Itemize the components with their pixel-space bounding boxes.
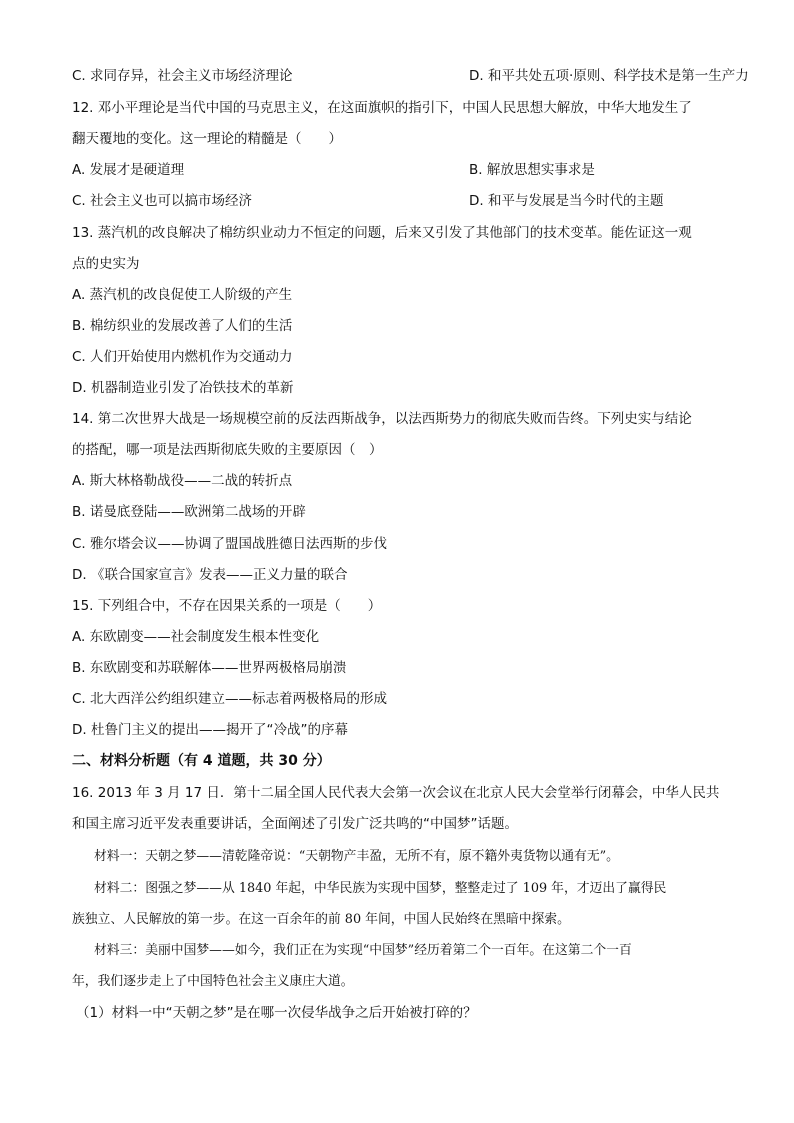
q12-option-b: B. 解放思想实事求是 (469, 162, 595, 178)
q13-option-a: A. 蒸汽机的改良促使工人阶级的产生 (72, 287, 293, 303)
q16-material-3-line2: 年，我们逐步走上了中国特色社会主义康庄大道。 (72, 974, 354, 989)
q13-option-d: D. 机器制造业引发了冶铁技术的革新 (72, 380, 294, 396)
q16-material-1: 材料一：天朝之梦——清乾隆帝说：“天朝物产丰盈，无所不有，原不籍外夷货物以通有无”。 (94, 849, 619, 864)
q16-subquestion-1: （1）材料一中“天朝之梦”是在哪一次侵华战争之后开始被打碎的？ (76, 1005, 477, 1021)
q12-stem-line1: 12. 邓小平理论是当代中国的马克思主义，在这面旗帜的指引下，中国人民思想大解放，中华大地发生了 (72, 100, 692, 116)
q16-stem-line1: 16. 2013 年 3 月 17 日．第十二届全国人民代表大会第一次会议在北京人民大会堂举行闭幕会，中华人民共 (72, 785, 720, 801)
q12-options-ab (72, 161, 595, 179)
q16-material-2-line2: 族独立、人民解放的第一步。在这一百余年的前 80 年间，中国人民始终在黑暗中探索。 (72, 912, 570, 927)
q15-option-d: D. 杜鲁门主义的提出——揭开了“冷战”的序幕 (72, 722, 348, 738)
q16-material-2-line1: 材料二：图强之梦——从 1840 年起，中华民族为实现中国梦，整整走过了 109 年，才迈出了赢得民 (94, 881, 667, 896)
q12-option-d: D. 和平与发展是当今时代的主题 (469, 193, 664, 209)
q13-option-b: B. 棉纺织业的发展改善了人们的生活 (72, 318, 293, 334)
q11-option-c: C. 求同存异，社会主义市场经济理论 (72, 68, 293, 84)
q14-option-d: D. 《联合国家宣言》发表——正义力量的联合 (72, 567, 348, 583)
q13-stem-line2: 点的史实为 (72, 256, 140, 272)
q14-option-a: A. 斯大林格勒战役——二战的转折点 (72, 473, 293, 489)
q11-options-cd (72, 67, 749, 85)
q13-option-c: C. 人们开始使用内燃机作为交通动力 (72, 349, 293, 365)
q14-option-b: B. 诺曼底登陆——欧洲第二战场的开辟 (72, 504, 306, 520)
q12-option-c: C. 社会主义也可以搞市场经济 (72, 193, 253, 209)
q12-stem-line2: 翻天覆地的变化。这一理论的精髓是（ ） (72, 131, 342, 147)
q16-stem-line2: 和国主席习近平发表重要讲话，全面阐述了引发广泛共鸣的“中国梦”话题。 (72, 816, 518, 832)
q15-option-c: C. 北大西洋公约组织建立——标志着两极格局的形成 (72, 691, 388, 707)
q14-stem-line2: 的搭配，哪一项是法西斯彻底失败的主要原因（ ） (72, 442, 383, 458)
section-2-heading: 二、材料分析题（有 4 道题，共 30 分） (72, 753, 331, 769)
q12-options-cd (72, 192, 664, 210)
q11-option-d: D. 和平共处五项·原则、科学技术是第一生产力 (469, 68, 749, 84)
q13-stem-line1: 13. 蒸汽机的改良解决了棉纺织业动力不恒定的问题，后来又引发了其他部门的技术变革。能佐证这一观 (72, 225, 692, 241)
q15-stem: 15. 下列组合中，不存在因果关系的一项是（ ） (72, 598, 382, 614)
q14-stem-line1: 14. 第二次世界大战是一场规模空前的反法西斯战争，以法西斯势力的彻底失败而告终。下列史实与结论 (72, 411, 692, 427)
q15-option-a: A. 东欧剧变——社会制度发生根本性变化 (72, 629, 320, 645)
q14-option-c: C. 雅尔塔会议——协调了盟国战胜德日法西斯的步伐 (72, 536, 388, 552)
q12-option-a: A. 发展才是硬道理 (72, 162, 185, 178)
q15-option-b: B. 东欧剧变和苏联解体——世界两极格局崩溃 (72, 660, 347, 676)
q16-material-3-line1: 材料三：美丽中国梦——如今，我们正在为实现“中国梦”经历着第二个一百年。在这第二个一百 (94, 943, 632, 958)
